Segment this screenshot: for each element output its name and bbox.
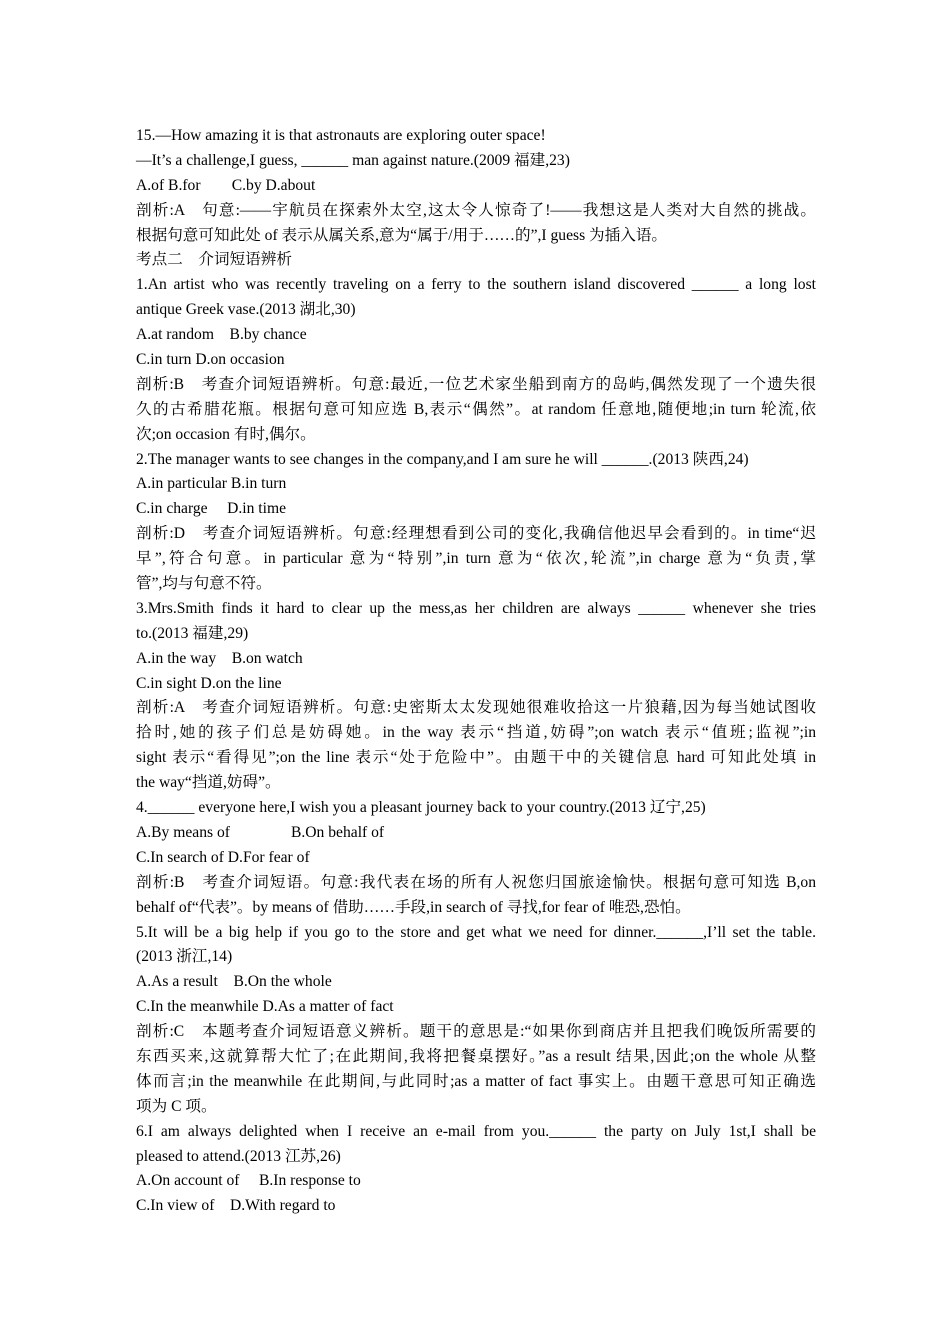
question-3-analysis-2: 拾时,她的孩子们总是妨碍她。in the way 表示“挡道,妨碍”;on watch 表示“值班;监视”;in	[136, 724, 816, 742]
question-15-line-1: 15.—How amazing it is that astronauts are exploring outer space!	[136, 127, 546, 144]
question-1-options-1: A.at random B.by chance	[136, 326, 307, 344]
question-6-line-2: pleased to attend.(2013 江苏,26)	[136, 1147, 341, 1165]
question-2-analysis-1: 剖析:D 考查介词短语辨析。句意:经理想看到公司的变化,我确信他迟早会看到的。in time“迟	[136, 525, 816, 543]
question-2-options-2: C.in charge D.in time	[136, 500, 286, 518]
question-5-options-2: C.In the meanwhile D.As a matter of fact	[136, 998, 394, 1016]
question-4-options-1	[136, 821, 816, 846]
question-3-line-2: to.(2013 福建,29)	[136, 624, 249, 642]
question-3-analysis-3: sight 表示“看得见”;on the line 表示“处于危险中”。由题干中的关键信息 hard 可知此处填 in	[136, 749, 816, 767]
question-4-option-a: A.By means of	[136, 823, 230, 841]
question-5-analysis-3: 体而言;in the meanwhile 在此期间,与此同时;as a matter of fact 事实上。由题干意思可知正确选	[136, 1072, 816, 1090]
question-2-analysis-3: 管”,均与句意不符。	[136, 575, 272, 593]
question-5-options-1: A.As a result B.On the whole	[136, 973, 332, 991]
question-15-line-2: —It’s a challenge,I guess, ______ man against nature.(2009 福建,23)	[136, 151, 570, 169]
question-5-analysis-4: 项为 C 项。	[136, 1097, 217, 1115]
question-1-analysis-1: 剖析:B 考查介词短语辨析。句意:最近,一位艺术家坐船到南方的岛屿,偶然发现了一个遗失很	[136, 375, 816, 393]
question-1-analysis-3: 次;on occasion 有时,偶尔。	[136, 425, 316, 443]
question-6-line-1: 6.I am always delighted when I receive an e-mail from you.______ the party on July 1st,I shall be	[136, 1122, 816, 1140]
question-5-line-1: 5.It will be a big help if you go to the store and get what we need for dinner.______,I’ll set the table.	[136, 923, 816, 941]
question-1-analysis-2: 久的古希腊花瓶。根据句意可知应选 B,表示“偶然”。at random 任意地,随便地;in turn 轮流,依	[136, 400, 816, 418]
question-3-analysis-1: 剖析:A 考查介词短语辨析。句意:史密斯太太发现她很难收拾这一片狼藉,因为每当她试图收	[136, 699, 816, 717]
question-4-option-b: B.On behalf of	[291, 823, 385, 841]
question-4-line-1: 4.______ everyone here,I wish you a pleasant journey back to your country.(2013 辽宁,25)	[136, 799, 706, 817]
question-6-options-2: C.In view of D.With regard to	[136, 1197, 336, 1215]
question-4-analysis-2: behalf of“代表”。by means of 借助……手段,in search of 寻找,for fear of 唯恐,恐怕。	[136, 898, 691, 916]
question-6-options-1: A.On account of B.In response to	[136, 1172, 361, 1190]
section-heading: 考点二 介词短语辨析	[136, 251, 292, 269]
question-2-options-1: A.in particular B.in turn	[136, 475, 287, 493]
question-3-options-1: A.in the way B.on watch	[136, 649, 303, 667]
question-2-analysis-2: 早”,符合句意。in particular 意为“特别”,in turn 意为“依次,轮流”,in charge 意为“负责,掌	[136, 550, 816, 568]
question-5-analysis-2: 东西买来,这就算帮大忙了;在此期间,我将把餐桌摆好。”as a result 结果,因此;on the whole 从整	[136, 1047, 816, 1065]
question-3-analysis-4: the way“挡道,妨碍”。	[136, 774, 281, 792]
question-15-options: A.of B.for C.by D.about	[136, 176, 316, 194]
question-5-line-2: (2013 浙江,14)	[136, 948, 233, 966]
question-15-analysis-2: 根据句意可知此处 of 表示从属关系,意为“属于/用于……的”,I guess 为插入语。	[136, 226, 668, 244]
question-15-analysis-1: 剖析:A 句意:——宇航员在探索外太空,这太令人惊奇了!——我想这是人类对大自然的挑战。	[136, 201, 816, 219]
question-3-line-1: 3.Mrs.Smith finds it hard to clear up the mess,as her children are always ______ whenever she tries	[136, 599, 816, 617]
question-3-options-2: C.in sight D.on the line	[136, 674, 282, 692]
document-page	[136, 124, 816, 1219]
question-5-analysis-1: 剖析:C 本题考查介词短语意义辨析。题干的意思是:“如果你到商店并且把我们晚饭所需要的	[136, 1023, 816, 1041]
question-1-line-2: antique Greek vase.(2013 湖北,30)	[136, 301, 356, 319]
question-2-line-1: 2.The manager wants to see changes in the company,and I am sure he will ______.(2013 陕西,24)	[136, 450, 749, 468]
question-4-options-2: C.In search of D.For fear of	[136, 848, 310, 866]
question-1-options-2: C.in turn D.on occasion	[136, 351, 285, 369]
question-1-line-1: 1.An artist who was recently traveling on a ferry to the southern island discovered ______ a long lost	[136, 276, 816, 294]
question-4-analysis-1: 剖析:B 考查介词短语。句意:我代表在场的所有人祝您归国旅途愉快。根据句意可知选 B,on	[136, 873, 816, 891]
